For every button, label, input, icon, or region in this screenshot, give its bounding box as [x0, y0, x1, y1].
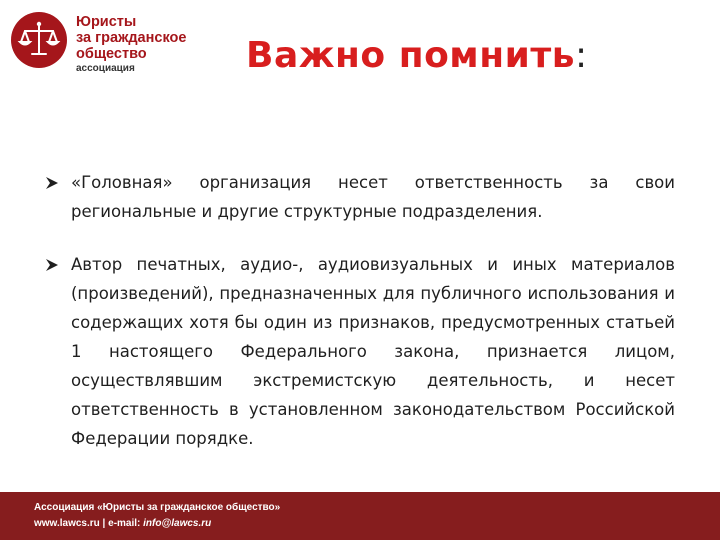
footer-email-link[interactable]: info@lawcs.ru: [143, 518, 212, 529]
logo-subtitle: ассоциация: [76, 63, 135, 74]
footer-site-link[interactable]: www.lawcs.ru: [34, 518, 100, 529]
arrow-bullet-icon: [45, 176, 59, 190]
footer-separator: |: [102, 518, 106, 529]
logo-line-1: Юристы: [76, 14, 137, 30]
logo-line-3: общество: [76, 46, 147, 62]
bullet-item: [45, 168, 675, 226]
footer-contacts: [34, 518, 211, 529]
title-colon: :: [574, 35, 588, 76]
scales-logo-icon: [11, 12, 67, 68]
bullet-list: [45, 168, 675, 453]
footer-bar: [0, 492, 720, 540]
footer-email-label: e-mail:: [108, 518, 141, 529]
footer-org: Ассоциация «Юристы за гражданское общество»: [34, 502, 281, 513]
title-text: Важно помнить: [246, 35, 575, 76]
bullet-item: [45, 250, 675, 453]
bullet-text: Автор печатных, аудио-, аудиовизуальных и иных материалов (произведений), предназначенных для публичного использования и содержащих хотя бы один из признаков, предусмотренных статьей 1 настоящего Федерального закона, признается лицом, осуществлявшим экстремистскую деятельность, и несет ответственность в установленном законодательством Российской Федерации порядке.: [71, 255, 675, 448]
arrow-bullet-icon: [45, 258, 59, 272]
logo-line-2: за гражданское: [76, 30, 187, 46]
bullet-text: «Головная» организация несет ответственность за свои региональные и другие структурные подразделения.: [71, 173, 675, 221]
logo-text: [76, 14, 186, 76]
page-title: [246, 35, 588, 76]
